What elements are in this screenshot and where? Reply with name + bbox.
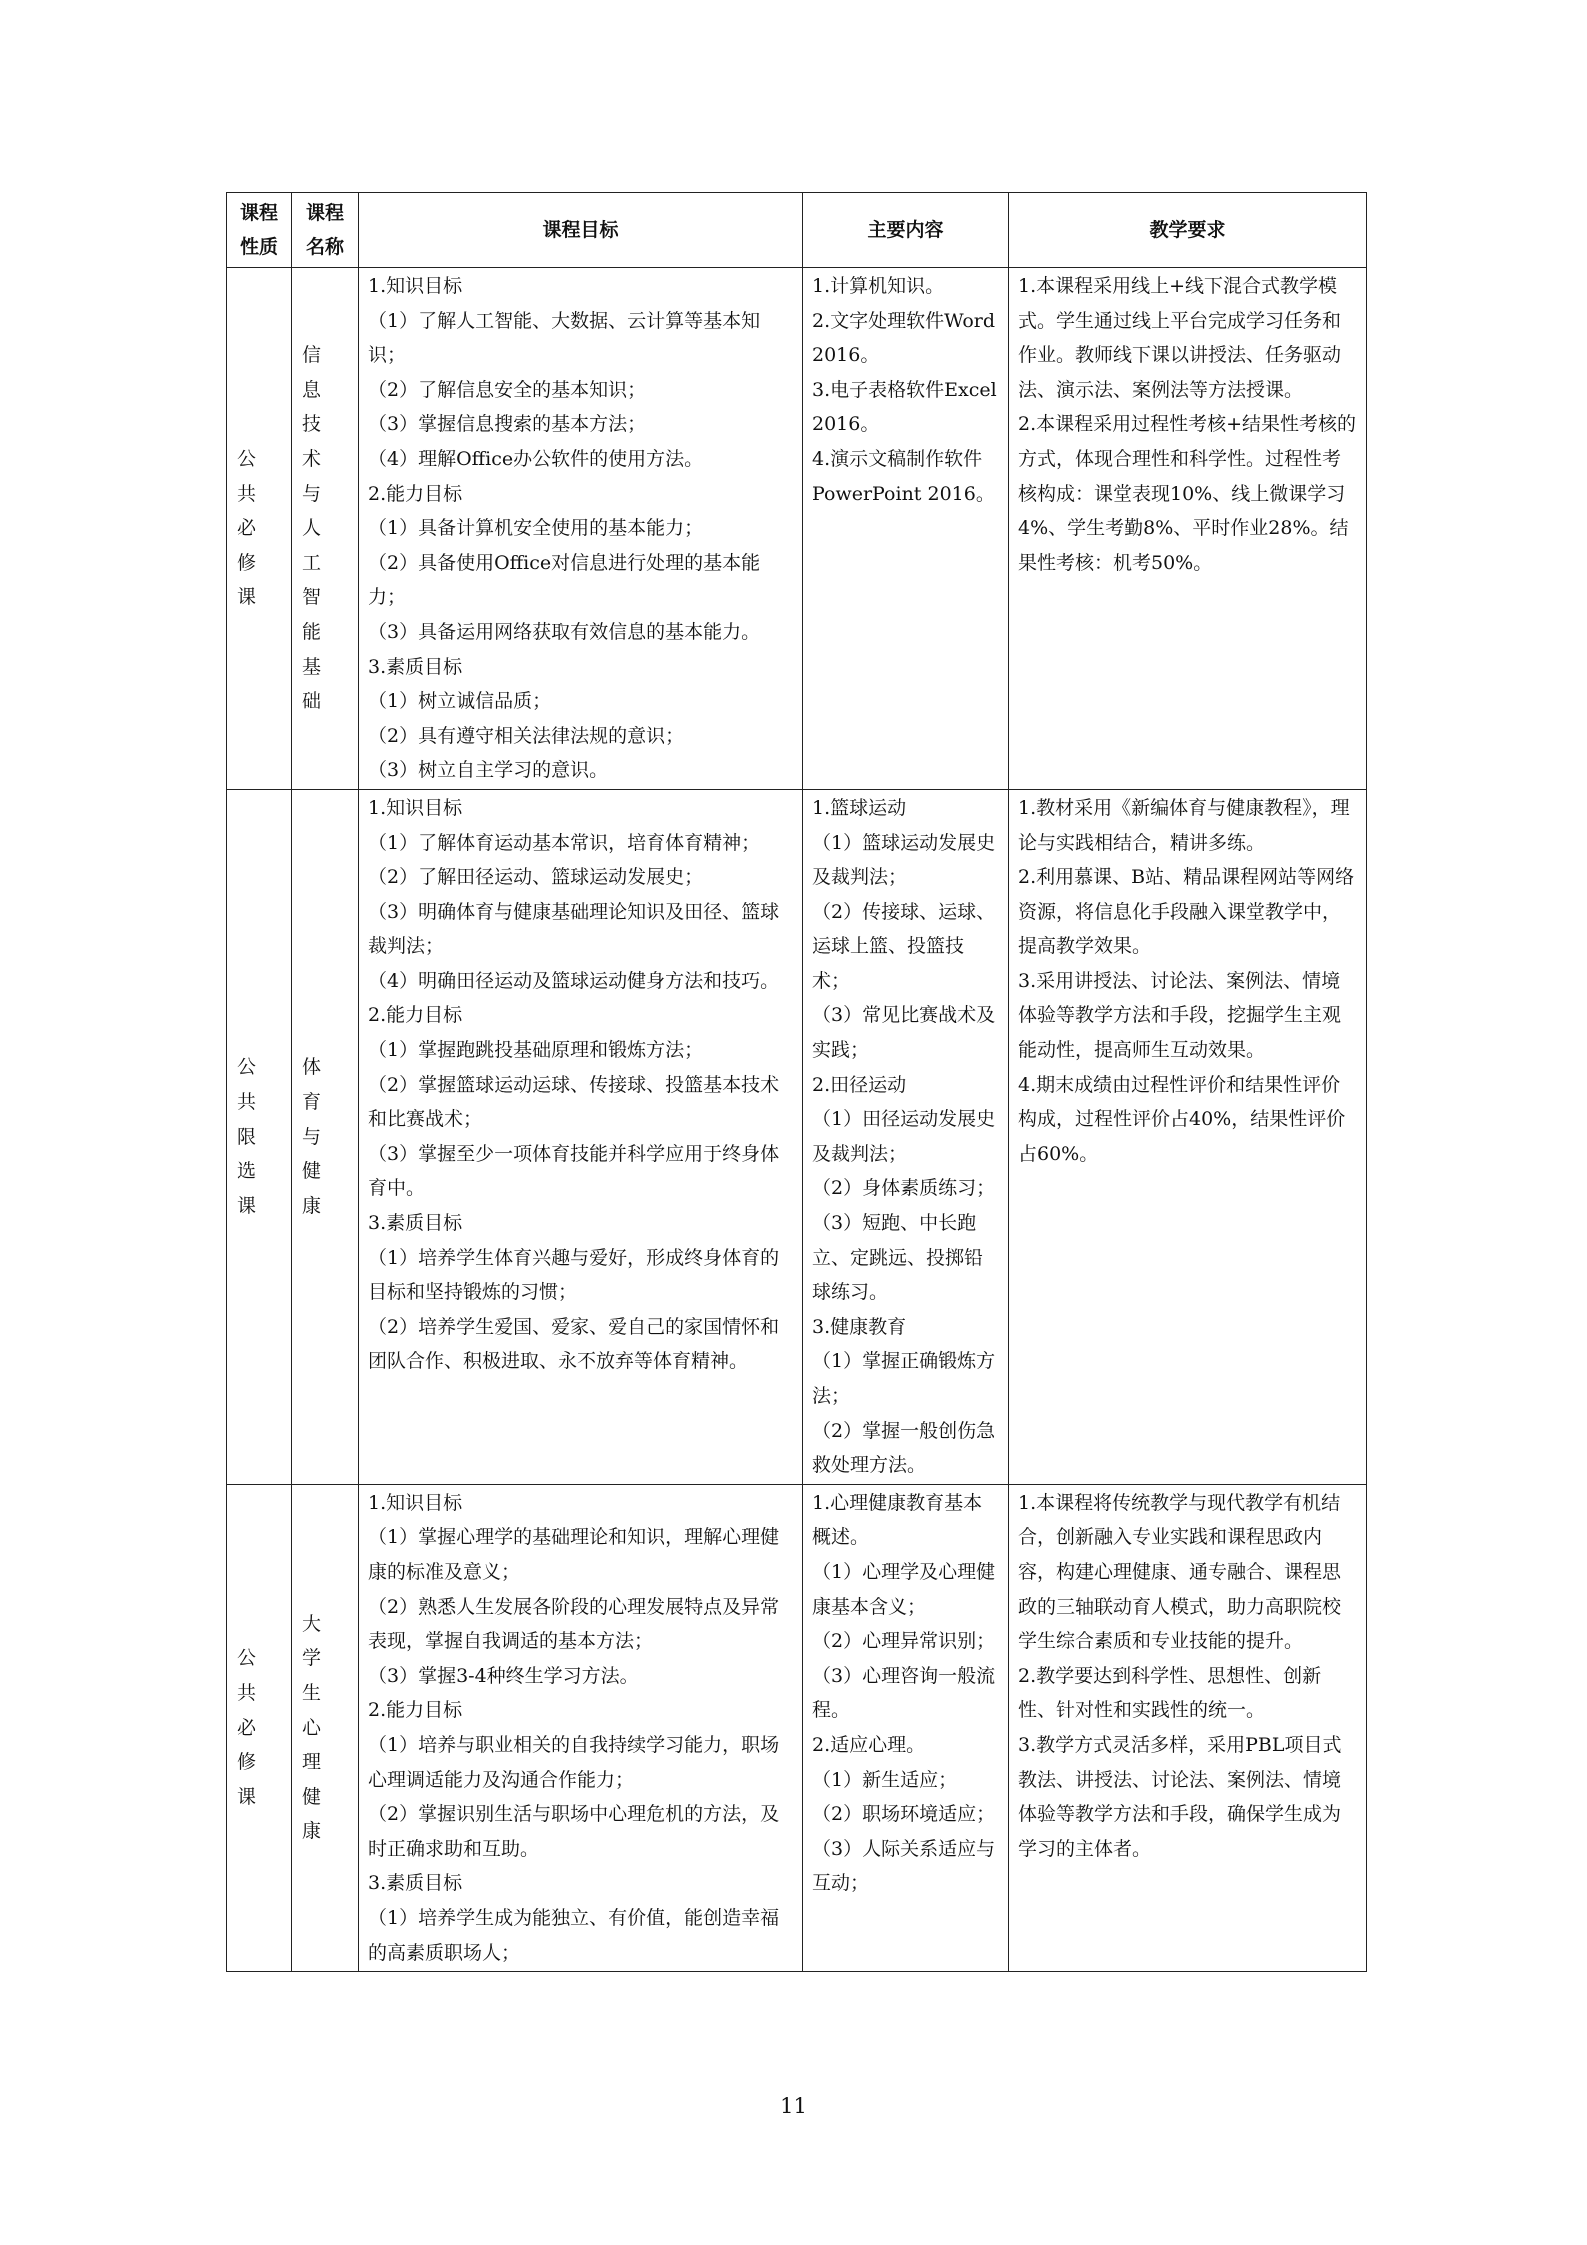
course-objectives-cell bbox=[359, 268, 803, 790]
course-objectives-line: （3）具备运用网络获取有效信息的基本能力。 bbox=[368, 620, 761, 643]
main-content-line: （2）掌握一般创伤急救处理方法。 bbox=[812, 1419, 996, 1477]
teaching-requirements-line: 3.采用讲授法、讨论法、案例法、情境体验等教学方法和手段，挖掘学生主观能动性，提高师生互动效果。 bbox=[1018, 969, 1342, 1062]
course-objectives-line: （1）具备计算机安全使用的基本能力； bbox=[368, 517, 704, 540]
main-content-line: 2.适应心理。 bbox=[812, 1733, 926, 1756]
course-objectives-line: 3.素质目标 bbox=[368, 655, 463, 678]
teaching-requirements-line: 1.本课程将传统教学与现代教学有机结合，创新融入专业实践和课程思政内容，构建心理健康、通专融合、课程思政的三轴联动育人模式，助力高职院校学生综合素质和专业技能的提升。 bbox=[1018, 1491, 1342, 1653]
page-number: 11 bbox=[780, 2094, 807, 2118]
course-name-text: 信息技术与人工智能基础 bbox=[302, 344, 340, 713]
table-header-row bbox=[227, 193, 1367, 268]
course-objectives-line: （4）理解Office办公软件的使用方法。 bbox=[368, 447, 704, 470]
main-content-line: （1）篮球运动发展史及裁判法； bbox=[812, 831, 996, 889]
table-row bbox=[227, 1484, 1367, 1971]
header-main-content: 主要内容 bbox=[803, 193, 1009, 268]
course-objectives-line: 3.素质目标 bbox=[368, 1212, 463, 1235]
course-objectives-line: （1）培养与职业相关的自我持续学习能力，职场心理调适能力及沟通合作能力； bbox=[368, 1733, 780, 1791]
course-name-cell bbox=[292, 1484, 359, 1971]
main-content-line: （2）职场环境适应； bbox=[812, 1803, 996, 1826]
course-objectives-line: （1）了解人工智能、大数据、云计算等基本知识； bbox=[368, 309, 761, 367]
header-course-nature: 课程性质 bbox=[227, 193, 292, 268]
course-objectives-cell bbox=[359, 1484, 803, 1971]
course-nature-cell bbox=[227, 1484, 292, 1971]
course-objectives-line: （3）树立自主学习的意识。 bbox=[368, 759, 609, 782]
main-content-cell bbox=[803, 789, 1009, 1484]
header-teaching-requirements: 教学要求 bbox=[1009, 193, 1367, 268]
course-objectives-line: （1）掌握心理学的基础理论和知识，理解心理健康的标准及意义； bbox=[368, 1526, 780, 1583]
course-nature-cell bbox=[227, 268, 292, 790]
course-objectives-line: （1）培养学生体育兴趣与爱好，形成终身体育的目标和坚持锻炼的习惯； bbox=[368, 1246, 780, 1304]
course-nature-text: 公共限选课 bbox=[237, 1056, 275, 1217]
teaching-requirements-cell bbox=[1009, 789, 1367, 1484]
course-objectives-line: 1.知识目标 bbox=[368, 275, 463, 297]
main-content-cell bbox=[803, 268, 1009, 790]
header-course-objectives: 课程目标 bbox=[359, 193, 803, 268]
course-objectives-line: （1）掌握跑跳投基础原理和锻炼方法； bbox=[368, 1039, 704, 1062]
course-objectives-line: （2）了解信息安全的基本知识； bbox=[368, 378, 647, 401]
main-content-cell bbox=[803, 1484, 1009, 1971]
teaching-requirements-cell bbox=[1009, 268, 1367, 790]
main-content-line: （1）田径运动发展史及裁判法； bbox=[812, 1108, 996, 1165]
main-content-line: （3）短跑、中长跑立、定跳远、投掷铅球练习。 bbox=[812, 1212, 984, 1304]
course-objectives-line: （2）了解田径运动、篮球运动发展史； bbox=[368, 866, 704, 889]
course-objectives-line: （4）明确田径运动及篮球运动健身方法和技巧。 bbox=[368, 969, 780, 992]
main-content-line: 3.电子表格软件Excel 2016。 bbox=[812, 378, 997, 436]
course-objectives-line: 1.知识目标 bbox=[368, 796, 463, 819]
course-name-cell bbox=[292, 789, 359, 1484]
main-content-line: （2）传接球、运球、运球上篮、投篮技术； bbox=[812, 900, 996, 992]
course-objectives-line: （2）培养学生爱国、爱家、爱自己的家国情怀和团队合作、积极进取、永不放弃等体育精神。 bbox=[368, 1315, 780, 1373]
course-objectives-line: （1）树立诚信品质； bbox=[368, 690, 552, 713]
course-objectives-cell bbox=[359, 789, 803, 1484]
course-objectives-line: （3）掌握信息搜索的基本方法； bbox=[368, 413, 647, 436]
main-content-line: 1.篮球运动 bbox=[812, 796, 907, 819]
header-course-name: 课程名称 bbox=[292, 193, 359, 268]
table-row bbox=[227, 789, 1367, 1484]
teaching-requirements-cell bbox=[1009, 1484, 1367, 1971]
course-objectives-line: 3.素质目标 bbox=[368, 1872, 463, 1895]
teaching-requirements-line: 1.教材采用《新编体育与健康教程》，理论与实践相结合，精讲多练。 bbox=[1018, 796, 1350, 854]
course-objectives-line: （2）熟悉人生发展各阶段的心理发展特点及异常表现，掌握自我调适的基本方法； bbox=[368, 1595, 780, 1653]
course-objectives-line: （1）了解体育运动基本常识，培育体育精神； bbox=[368, 831, 761, 854]
course-objectives-line: 2.能力目标 bbox=[368, 482, 463, 505]
course-name-text: 大学生心理健康 bbox=[302, 1612, 340, 1843]
course-objectives-line: （2）掌握篮球运动运球、传接球、投篮基本技术和比赛战术； bbox=[368, 1073, 780, 1131]
main-content-line: 1.心理健康教育基本概述。 bbox=[812, 1491, 983, 1549]
main-content-line: 2.文字处理软件Word 2016。 bbox=[812, 309, 996, 367]
course-objectives-line: （3）掌握至少一项体育技能并科学应用于终身体育中。 bbox=[368, 1142, 780, 1200]
main-content-line: 4.演示文稿制作软件 PowerPoint 2016。 bbox=[812, 447, 995, 505]
main-content-line: （2）身体素质练习； bbox=[812, 1177, 996, 1200]
main-content-line: 1.计算机知识。 bbox=[812, 275, 945, 297]
main-content-line: 3.健康教育 bbox=[812, 1315, 907, 1338]
course-objectives-line: （2）掌握识别生活与职场中心理危机的方法，及时正确求助和互助。 bbox=[368, 1803, 780, 1860]
course-objectives-line: 2.能力目标 bbox=[368, 1004, 463, 1027]
table-row bbox=[227, 268, 1367, 790]
main-content-line: （3）人际关系适应与互动； bbox=[812, 1837, 996, 1895]
course-objectives-line: （1）培养学生成为能独立、有价值，能创造幸福的高素质职场人； bbox=[368, 1906, 780, 1964]
teaching-requirements-line: 2.教学要达到科学性、思想性、创新性、针对性和实践性的统一。 bbox=[1018, 1664, 1322, 1722]
course-objectives-line: 2.能力目标 bbox=[368, 1699, 463, 1722]
course-objectives-line: （2）具有遵守相关法律法规的意识； bbox=[368, 724, 685, 747]
main-content-line: （1）新生适应； bbox=[812, 1768, 958, 1791]
course-objectives-line: （2）具备使用Office对信息进行处理的基本能力； bbox=[368, 551, 761, 609]
course-nature-cell bbox=[227, 789, 292, 1484]
course-objectives-line: （3）掌握3-4种终生学习方法。 bbox=[368, 1664, 639, 1687]
main-content-line: （1）掌握正确锻炼方法； bbox=[812, 1350, 996, 1407]
main-content-line: 2.田径运动 bbox=[812, 1073, 907, 1096]
teaching-requirements-line: 4.期末成绩由过程性评价和结果性评价构成，过程性评价占40%，结果性评价占60%。 bbox=[1018, 1073, 1346, 1165]
teaching-requirements-line: 2.本课程采用过程性考核+结果性考核的方式，体现合理性和科学性。过程性考核构成：课堂表现10%、线上微课学习4%、学生考勤8%、平时作业28%。结果性考核：机考50%。 bbox=[1018, 413, 1357, 574]
course-name-cell bbox=[292, 268, 359, 790]
teaching-requirements-line: 2.利用慕课、B站、精品课程网站等网络资源，将信息化手段融入课堂教学中，提高教学效果。 bbox=[1018, 866, 1355, 958]
main-content-line: （3）心理咨询一般流程。 bbox=[812, 1664, 996, 1722]
teaching-requirements-line: 3.教学方式灵活多样，采用PBL项目式教法、讲授法、讨论法、案例法、情境体验等教学方法和手段，确保学生成为学习的主体者。 bbox=[1018, 1733, 1342, 1860]
course-nature-text: 公共必修课 bbox=[237, 1647, 275, 1808]
main-content-line: （2）心理异常识别； bbox=[812, 1630, 996, 1653]
course-objectives-line: （3）明确体育与健康基础理论知识及田径、篮球裁判法； bbox=[368, 900, 780, 958]
main-content-line: （1）心理学及心理健康基本含义； bbox=[812, 1560, 996, 1618]
course-objectives-line: 1.知识目标 bbox=[368, 1491, 463, 1514]
course-table bbox=[226, 192, 1367, 1972]
teaching-requirements-line: 1.本课程采用线上+线下混合式教学模式。学生通过线上平台完成学习任务和作业。教师线下课以讲授法、任务驱动法、演示法、案例法等方法授课。 bbox=[1018, 275, 1342, 401]
course-nature-text: 公共必修课 bbox=[237, 447, 275, 609]
course-name-text: 体育与健康 bbox=[302, 1056, 340, 1217]
main-content-line: （3）常见比赛战术及实践； bbox=[812, 1004, 996, 1062]
